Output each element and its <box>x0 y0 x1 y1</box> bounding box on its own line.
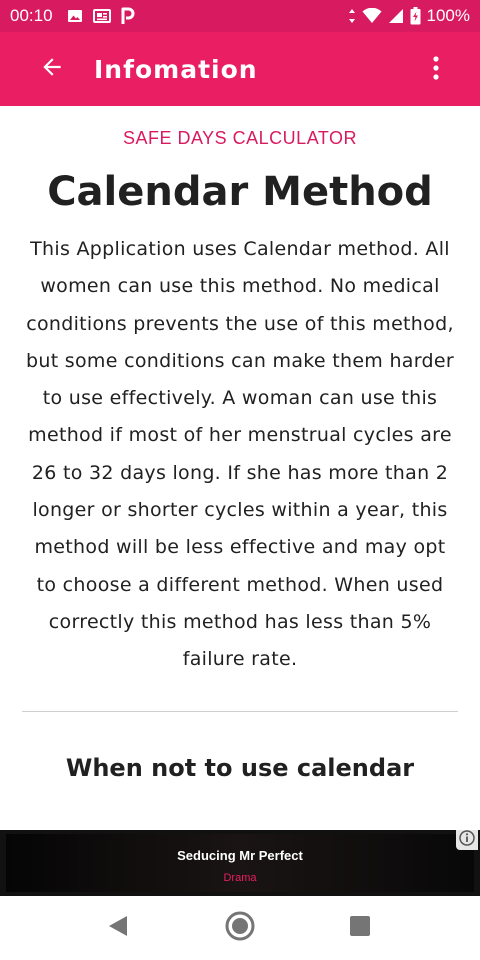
app-bar <box>0 32 480 106</box>
status-bar <box>0 0 480 32</box>
parking-icon <box>121 7 135 25</box>
nav-recents-button[interactable] <box>340 908 380 948</box>
more-vert-icon <box>432 55 440 85</box>
ad-info-button[interactable] <box>456 830 478 850</box>
ad-image[interactable] <box>6 834 474 892</box>
data-arrows-icon <box>348 8 356 24</box>
page-title: Infomation <box>94 54 258 84</box>
image-icon <box>67 8 83 24</box>
content-scroll[interactable] <box>0 106 480 830</box>
signal-icon <box>388 8 404 24</box>
article-paragraph: This Application uses Calendar method. All women can use this method. No medical conditions prevents the use of this method, but some conditions can make them harder to use effectively. A woman can use this method if most of her menstrual cycles are 26 to 32 days long. If she has more than 2 longer or shorter cycles within a year, this method will be less effective and may opt to choose a different method. When used correctly this method has less than 5% failure rate. <box>26 238 454 671</box>
system-icons <box>348 6 470 26</box>
wifi-icon <box>362 8 382 24</box>
nav-recents-icon <box>349 915 371 941</box>
back-button[interactable] <box>24 41 80 97</box>
nav-back-button[interactable] <box>98 908 138 948</box>
nav-back-icon <box>107 914 129 942</box>
system-nav-bar <box>0 896 480 960</box>
battery-percent: 100% <box>426 6 470 25</box>
overflow-menu-button[interactable] <box>416 46 456 94</box>
nav-home-icon <box>224 910 256 946</box>
article-subheading: When not to use calendar <box>65 753 415 782</box>
ad-title: Seducing Mr Perfect <box>177 848 303 863</box>
ad-banner[interactable] <box>0 830 480 896</box>
news-icon <box>93 8 111 24</box>
ad-subtitle: Drama <box>223 872 257 884</box>
nav-home-button[interactable] <box>220 908 260 948</box>
section-label: SAFE DAYS CALCULATOR <box>122 128 358 148</box>
article-heading: Calendar Method <box>47 169 433 215</box>
divider <box>22 711 458 712</box>
status-time: 00:10 <box>10 6 53 25</box>
notification-icons <box>67 7 135 25</box>
arrow-back-icon <box>39 54 65 84</box>
battery-icon <box>410 7 421 25</box>
info-icon <box>459 830 475 850</box>
